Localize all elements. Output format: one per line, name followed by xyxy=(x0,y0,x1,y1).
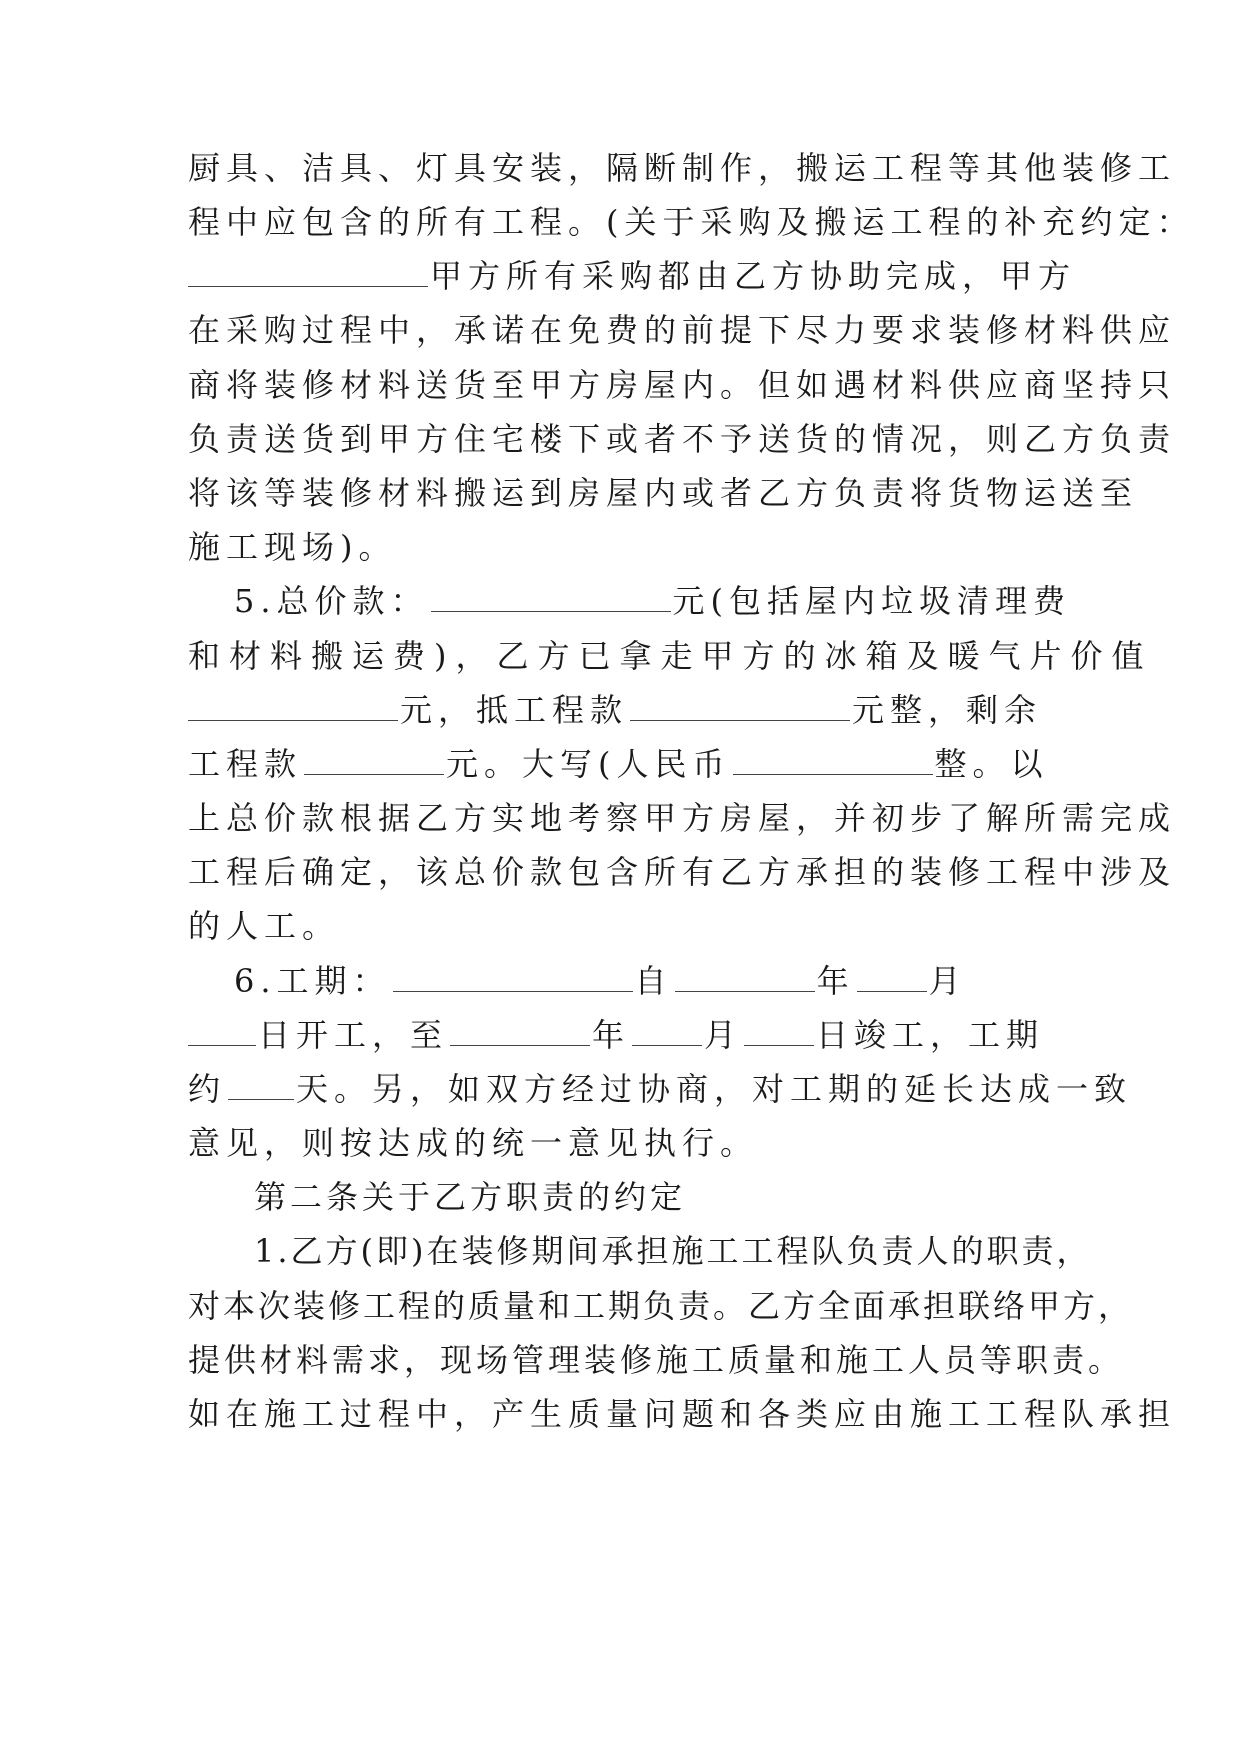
text-line xyxy=(188,1284,1133,1328)
fill-in-blank xyxy=(188,256,428,287)
fill-in-blank xyxy=(744,1015,814,1046)
fill-in-blank xyxy=(675,961,815,992)
text-line xyxy=(188,417,1176,461)
section-heading xyxy=(254,1175,686,1219)
text-line xyxy=(188,1013,1044,1057)
fill-in-blank xyxy=(450,1015,590,1046)
text-run: 负责送货到甲方住宅楼下或者不予送货的情况，则乙方负责 xyxy=(188,420,1177,458)
text-line xyxy=(188,146,1176,190)
text-run: 月 xyxy=(928,962,967,1000)
text-run: 对本次装修工程的质量和工期负责。乙方全面承担联络甲方， xyxy=(188,1287,1134,1325)
text-run: 施工现场)。 xyxy=(188,528,397,566)
text-run: 5.总价款： xyxy=(234,582,429,620)
text-line xyxy=(188,796,1176,840)
fill-in-blank xyxy=(733,744,933,775)
text-line xyxy=(188,634,1153,678)
text-run: 在采购过程中，承诺在免费的前提下尽力要求装修材料供应 xyxy=(188,311,1177,349)
text-run: 自 xyxy=(634,962,673,1000)
text-line xyxy=(188,308,1176,352)
text-run: 如在施工过程中，产生质量问题和各类应由施工工程队承担 xyxy=(188,1395,1177,1433)
text-run: 厨具、洁具、灯具安装，隔断制作，搬运工程等其他装修工 xyxy=(188,149,1177,187)
text-run: 工程后确定，该总价款包含所有乙方承担的装修工程中涉及 xyxy=(188,853,1177,891)
text-run: 上总价款根据乙方实地考察甲方房屋，并初步了解所需完成 xyxy=(188,799,1177,837)
text-run: 意见，则按达成的统一意见执行。 xyxy=(188,1124,759,1162)
fill-in-blank xyxy=(188,1015,256,1046)
text-run: 的人工。 xyxy=(188,907,341,945)
text-run: 元。大写(人民币 xyxy=(446,745,731,783)
text-run: 元(包括屋内垃圾清理费 xyxy=(672,582,1072,620)
fill-in-blank xyxy=(431,581,671,612)
fill-in-blank xyxy=(857,961,927,992)
fill-in-blank xyxy=(630,690,850,721)
text-run: 日开工，至 xyxy=(258,1016,449,1054)
text-line xyxy=(254,1229,1092,1273)
text-run: 甲方所有采购都由乙方协助完成，甲方 xyxy=(430,257,1077,295)
fill-in-blank xyxy=(188,690,398,721)
fill-in-blank xyxy=(393,961,633,992)
text-line xyxy=(188,688,1042,732)
text-line xyxy=(188,904,340,948)
text-run: 商将装修材料送货至甲方房屋内。但如遇材料供应商坚持只 xyxy=(188,366,1177,404)
text-run: 提供材料需求，现场管理装修施工质量和施工人员等职责。 xyxy=(188,1341,1125,1379)
text-run: 第二条关于乙方职责的约定 xyxy=(254,1178,687,1216)
text-run: 月 xyxy=(704,1016,743,1054)
text-run: 年 xyxy=(592,1016,631,1054)
text-run: 6.工期： xyxy=(234,962,391,1000)
text-line xyxy=(188,525,397,569)
text-run: 元整，剩余 xyxy=(852,691,1043,729)
text-run: 日竣工，工期 xyxy=(816,1016,1045,1054)
text-run: 将该等装修材料搬运到房屋内或者乙方负责将货物运送至 xyxy=(188,474,1139,512)
text-line xyxy=(188,1121,758,1165)
text-line xyxy=(188,254,1076,298)
text-run: 约 xyxy=(188,1070,227,1108)
text-line xyxy=(188,363,1176,407)
text-line xyxy=(188,850,1176,894)
text-line xyxy=(188,471,1138,515)
text-run: 和材料搬运费)，乙方已拿走甲方的冰箱及暖气片价值 xyxy=(188,637,1153,675)
text-line xyxy=(234,579,1071,623)
fill-in-blank xyxy=(228,1069,294,1100)
text-line xyxy=(234,959,967,1003)
text-line xyxy=(188,1392,1176,1436)
text-run: 元，抵工程款 xyxy=(400,691,629,729)
text-run: 天。另，如双方经过协商，对工期的延长达成一致 xyxy=(296,1070,1133,1108)
text-run: 1.乙方(即)在装修期间承担施工工程队负责人的职责， xyxy=(254,1232,1092,1270)
text-run: 程中应包含的所有工程。(关于采购及搬运工程的补充约定： xyxy=(188,203,1195,241)
text-line xyxy=(188,1067,1132,1111)
text-line xyxy=(188,742,1049,786)
text-run: 工程款 xyxy=(188,745,303,783)
text-line xyxy=(188,200,1195,244)
text-line xyxy=(188,1338,1124,1382)
fill-in-blank xyxy=(304,744,444,775)
text-run: 年 xyxy=(816,962,855,1000)
text-run: 整。以 xyxy=(934,745,1049,783)
fill-in-blank xyxy=(632,1015,702,1046)
